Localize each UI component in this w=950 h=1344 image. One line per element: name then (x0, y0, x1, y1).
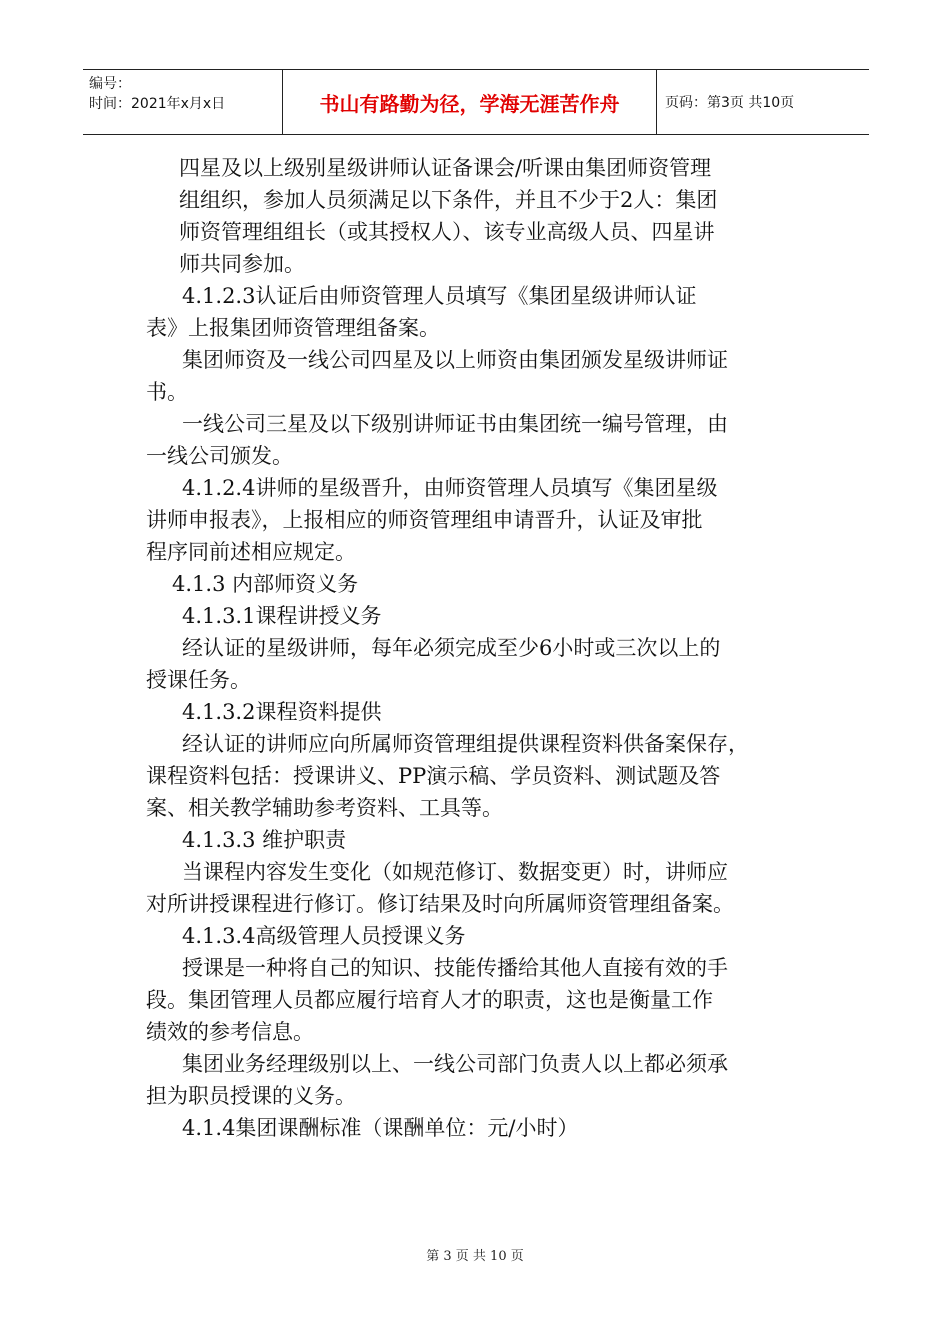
body-line: 书。 (146, 380, 188, 404)
body-line: 授课任务。 (146, 668, 251, 692)
body-line: 程序同前述相应规定。 (146, 540, 356, 564)
section-heading: 4.1.3 内部师资义务 (172, 572, 359, 596)
body-line: 段。集团管理人员都应履行培育人才的职责，这也是衡量工作 (146, 988, 713, 1012)
page-header (83, 69, 869, 135)
subsection-heading: 4.1.3.1课程讲授义务 (182, 604, 382, 628)
subsection-heading: 4.1.3.3 维护职责 (182, 828, 347, 852)
body-line: 集团师资及一线公司四星及以上师资由集团颁发星级讲师证 (182, 348, 728, 372)
body-line: 授课是一种将自己的知识、技能传播给其他人直接有效的手 (182, 956, 728, 980)
document-number-label: 编号： (89, 76, 131, 92)
body-line: 经认证的讲师应向所属师资管理组提供课程资料供备案保存， (182, 732, 749, 756)
document-time-label: 时间：2021年x月x日 (89, 96, 226, 112)
body-line: 一线公司三星及以下级别讲师证书由集团统一编号管理，由 (182, 412, 728, 436)
header-meta-cell (83, 70, 283, 134)
body-line: 表》上报集团师资管理组备案。 (146, 316, 440, 340)
body-line: 经认证的星级讲师，每年必须完成至少6小时或三次以上的 (182, 636, 721, 660)
body-line: 一线公司颁发。 (146, 444, 293, 468)
body-line: 当课程内容发生变化（如规范修订、数据变更）时，讲师应 (182, 860, 728, 884)
body-line: 对所讲授课程进行修订。修订结果及时向所属师资管理组备案。 (146, 892, 734, 916)
body-line: 师资管理组组长（或其授权人）、该专业高级人员、四星讲 (179, 220, 715, 244)
subsection-heading: 4.1.3.2课程资料提供 (182, 700, 382, 724)
body-line: 绩效的参考信息。 (146, 1020, 314, 1044)
body-line: 担为职员授课的义务。 (146, 1084, 356, 1108)
body-line: 讲师申报表》，上报相应的师资管理组申请晋升，认证及审批 (146, 508, 703, 532)
body-line: 四星及以上级别星级讲师认证备课会/听课由集团师资管理 (179, 156, 712, 180)
body-line: 案、相关教学辅助参考资料、工具等。 (146, 796, 503, 820)
subsection-heading: 4.1.3.4高级管理人员授课义务 (182, 924, 466, 948)
body-line: 集团业务经理级别以上、一线公司部门负责人以上都必须承 (182, 1052, 728, 1076)
section-heading: 4.1.4集团课酬标准（课酬单位：元/小时） (182, 1116, 579, 1140)
header-slogan: 书山有路勤为径，学海无涯苦作舟 (283, 70, 657, 134)
body-line: 课程资料包括：授课讲义、PP演示稿、学员资料、测试题及答 (146, 764, 721, 788)
body-line: 4.1.2.3认证后由师资管理人员填写《集团星级讲师认证 (182, 284, 697, 308)
body-line: 组组织，参加人员须满足以下条件，并且不少于2人：集团 (179, 188, 718, 212)
body-line: 4.1.2.4讲师的星级晋升，由师资管理人员填写《集团星级 (182, 476, 718, 500)
document-body (142, 152, 822, 1144)
header-page-info: 页码：第3页 共10页 (665, 95, 795, 111)
body-line: 师共同参加。 (179, 252, 305, 276)
page-footer: 第 3 页 共 10 页 (426, 1249, 524, 1264)
